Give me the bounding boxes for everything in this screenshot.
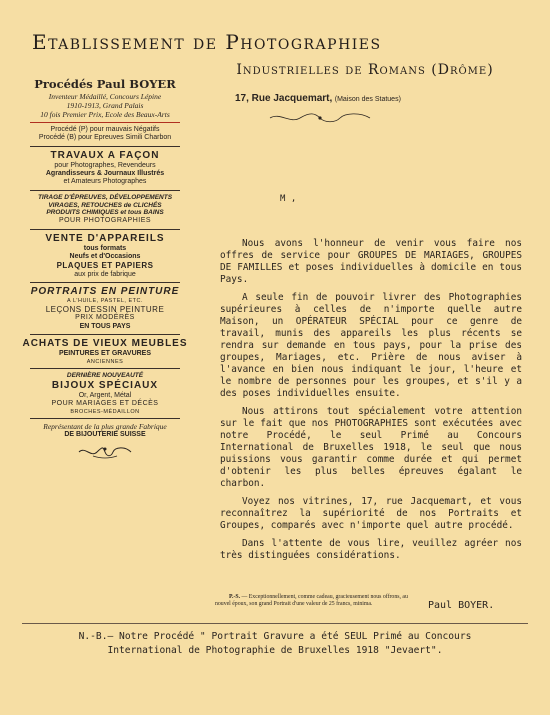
portraits-line-2: LEÇONS DESSIN PEINTURE xyxy=(45,304,165,314)
services-column xyxy=(20,76,190,465)
vente-line-2: Neufs et d'Occasions xyxy=(69,252,141,260)
portraits-line-1: A L'HUILE, PASTEL, ETC. xyxy=(66,298,144,305)
inventor-line: Inventeur Médaillé, Concours Lépine xyxy=(48,91,162,101)
tirage-line-2: VIRAGES, RETOUCHES de CLICHÉS xyxy=(48,201,162,209)
tirage-line-1: TIRAGE D'ÉPREUVES, DÉVELOPPEMENTS xyxy=(37,193,173,201)
bijoux-line-1: Or, Argent, Métal xyxy=(78,392,132,400)
nouveaute-line: DERNIÈRE NOUVEAUTÉ xyxy=(66,372,144,380)
bijouterie-line: DE BIJOUTERIE SUISSE xyxy=(64,431,146,439)
section-divider xyxy=(30,418,180,419)
procede-p: Procédé (P) pour mauvais Négatifs xyxy=(50,125,160,133)
tirage-line-4: POUR PHOTOGRAPHIES xyxy=(58,217,152,225)
procede-b: Procédé (B) pour Epreuves Simili Charbon xyxy=(38,134,172,142)
section-divider xyxy=(30,146,180,147)
footer-line-2: International de Photographie de Bruxelles 1918 "Jevaert". xyxy=(107,645,443,656)
letterhead-subtitle: Industrielles de Romans (Drôme) xyxy=(236,62,494,78)
bijoux-title: BIJOUX SPÉCIAUX xyxy=(51,380,159,392)
portraits-line-4: EN TOUS PAYS xyxy=(79,322,131,330)
prizes-line: 10 fois Premier Prix, Ecole des Beaux-Arts xyxy=(40,109,170,119)
achats-title: ACHATS DE VIEUX MEUBLES xyxy=(22,338,188,350)
postscript xyxy=(215,594,415,607)
achats-line-2: ANCIENNES xyxy=(86,358,124,365)
ps-label: P.-S. xyxy=(229,594,241,600)
achats-line-1: PEINTURES ET GRAVURES xyxy=(58,350,152,358)
procedes-title: Procédés Paul BOYER xyxy=(34,77,176,91)
section-divider xyxy=(30,229,180,230)
scroll-ornament-icon xyxy=(265,111,375,125)
paragraph-1: Nous avons l'honneur de venir vous faire nos offres de service pour GROUPES DE MARIAGES, GROUPES DE FAMILLES et poses individuelles à domicile en tous Pays. xyxy=(220,238,522,285)
representant-line: Représentant de la plus grande Fabrique xyxy=(43,422,167,432)
letterhead-title: Etablissement de Photographies xyxy=(32,30,382,54)
footer-note xyxy=(0,630,550,658)
years-line: 1910-1913, Grand Palais xyxy=(66,100,144,110)
vente-line-4: aux prix de fabrique xyxy=(74,270,136,278)
signature: Paul BOYER. xyxy=(428,600,495,611)
vente-line-3: PLAQUES ET PAPIERS xyxy=(56,261,154,271)
paragraph-4: Voyez nos vitrines, 17, rue Jacquemart, et vous reconnaîtrez la supériorité de nos Portraits et Groupes, comparés avec n'importe quel autre procédé. xyxy=(220,496,522,531)
travaux-line-3: et Amateurs Photographes xyxy=(63,178,147,186)
paragraph-5: Dans l'attente de vous lire, veuillez agréer nos très distinguées considérations. xyxy=(220,538,522,561)
paragraph-2: A seule fin de pouvoir livrer des Photographies supérieures à celles de n'importe quelle autre Maison, un OPÉRATEUR SPÉCIAL pour ce genre de travail, munis des appareils les plus récents se rendra sur demande en tous pays, pour la prise des groupes, Mariages, etc. Prière de nous aviser à l'avance en bien nous indiquant le jour, l'heure et le nombre de personnes pour les groupes, et s'il y a des poses individuelles ensuite. xyxy=(220,292,522,399)
vente-title: VENTE D'APPAREILS xyxy=(45,232,165,244)
section-divider xyxy=(30,282,180,283)
footer-divider xyxy=(22,623,528,624)
letterhead-address xyxy=(235,93,401,104)
bijoux-line-3: BROCHES-MÉDAILLON xyxy=(70,408,140,415)
address-street: 17, Rue Jacquemart, xyxy=(235,93,333,104)
travaux-line-1: pour Photographes, Revendeurs xyxy=(54,161,156,169)
bijoux-line-2: POUR MARIAGES ET DÉCÈS xyxy=(51,400,159,408)
portraits-title: PORTRAITS EN PEINTURE xyxy=(30,286,180,298)
portraits-line-3: PRIX MODÉRÉS xyxy=(75,314,135,322)
section-divider xyxy=(30,122,180,123)
vente-line-1: tous formats xyxy=(83,244,127,252)
section-divider xyxy=(30,334,180,335)
flourish-ornament-icon xyxy=(75,444,135,460)
section-divider xyxy=(30,190,180,191)
letter-body xyxy=(220,238,522,568)
paragraph-3: Nous attirons tout spécialement votre attention sur le fait que nos PHOTOGRAPHIES sont exécutées avec notre Procédé, le seul Primé au Concours International de Bruxelles 1918, le seul que nous puissions vous garantir comme durée et qui permet d'obtenir les plus belles épreuves égalant le charbon. xyxy=(220,406,522,489)
section-divider xyxy=(30,368,180,369)
salutation: M , xyxy=(280,194,297,204)
tirage-line-3: PRODUITS CHIMIQUES et tous BAINS xyxy=(46,209,164,217)
address-note: (Maison des Statues) xyxy=(334,96,401,103)
travaux-title: TRAVAUX A FAÇON xyxy=(50,149,160,161)
travaux-line-2: Agrandisseurs & Journaux Illustrés xyxy=(45,169,165,177)
footer-line-1: N.-B.— Notre Procédé " Portrait Gravure a été SEUL Primé au Concours xyxy=(78,631,472,642)
ps-text: — Exceptionnellement, comme cadeau, gracieusement nous offrons, au nouvel époux, son grand Portrait d'une valeur de 25 francs, minima. xyxy=(215,594,408,607)
